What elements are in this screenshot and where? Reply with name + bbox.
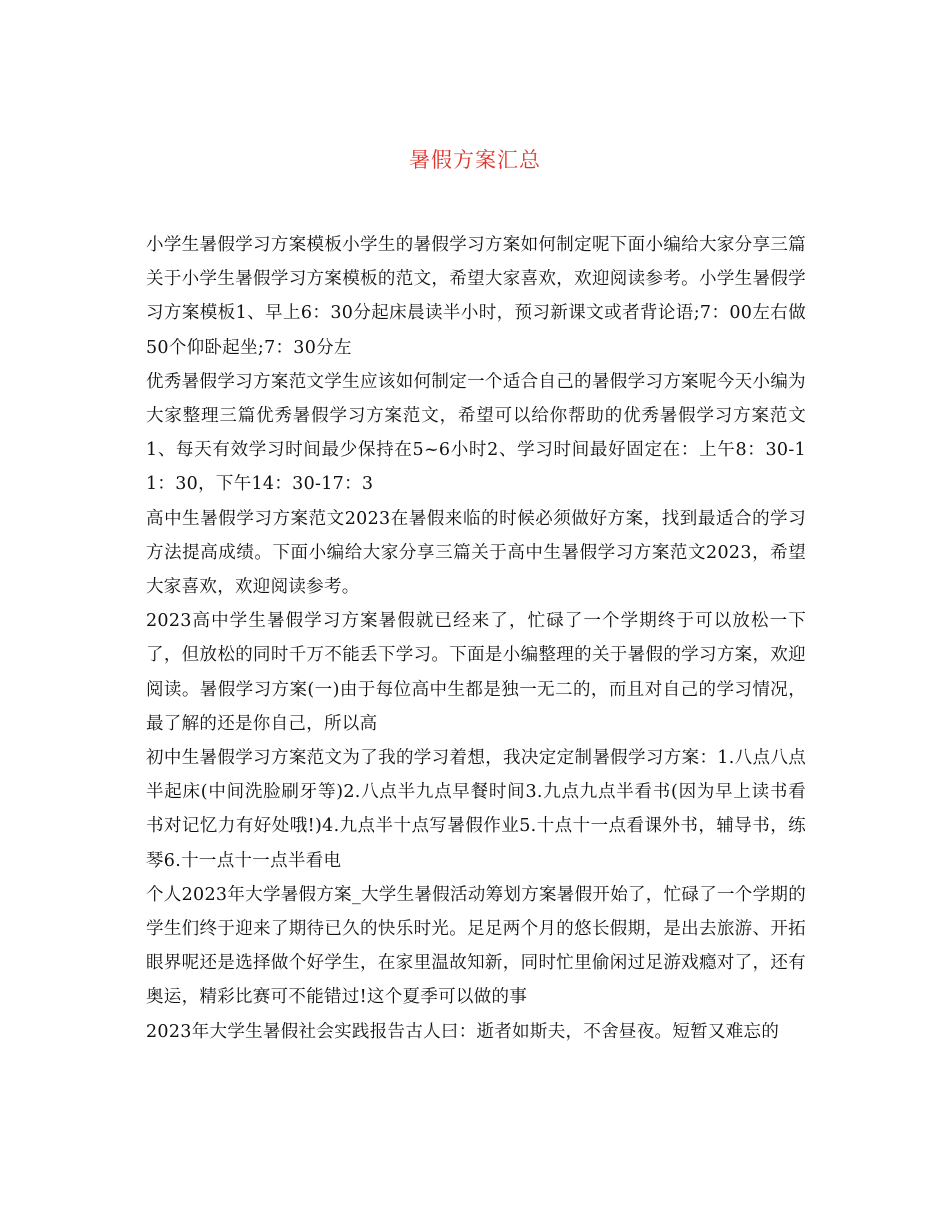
- paragraph-1: 小学生暑假学习方案模板小学生的暑假学习方案如何制定呢下面小编给大家分享三篇关于小学生暑假学习方案模板的范文，希望大家喜欢，欢迎阅读参考。小学生暑假学习方案模板1、早上6：30分起床晨读半小时，预习新课文或者背论语;7：00左右做50个仰卧起坐;7：30分左: [146, 235, 806, 358]
- document-body: [146, 228, 806, 1049]
- document-title: 暑假方案汇总: [409, 148, 541, 172]
- paragraph-3: 高中生暑假学习方案范文2023在暑假来临的时候必须做好方案，找到最适合的学习方法提高成绩。下面小编给大家分享三篇关于高中生暑假学习方案范文2023，希望大家喜欢，欢迎阅读参考。: [146, 508, 806, 598]
- paragraph-5: 初中生暑假学习方案范文为了我的学习着想，我决定定制暑假学习方案：1.八点八点半起床(中间洗脸刷牙等)2.八点半九点早餐时间3.九点九点半看书(因为早上读书看书对记忆力有好处哦!)4.九点半十点写暑假作业5.十点十一点看课外书，辅导书，练琴6.十一点十一点半看电: [146, 748, 806, 871]
- paragraph-7: 2023年大学生暑假社会实践报告古人曰：逝者如斯夫，不舍昼夜。短暂又难忘的: [146, 1021, 780, 1042]
- paragraph-6: 个人2023年大学暑假方案_大学生暑假活动筹划方案暑假开始了，忙碌了一个学期的学生们终于迎来了期待已久的快乐时光。足足两个月的悠长假期，是出去旅游、开拓眼界呢还是选择做个好学生，在家里温故知新，同时忙里偷闲过足游戏瘾对了，还有奥运，精彩比赛可不能错过!这个夏季可以做的事: [146, 884, 806, 1008]
- paragraph-2: 优秀暑假学习方案范文学生应该如何制定一个适合自己的暑假学习方案呢今天小编为大家整理三篇优秀暑假学习方案范文，希望可以给你帮助的优秀暑假学习方案范文1、每天有效学习时间最少保持在5~6小时2、学习时间最好固定在：上午8：30-11：30，下午14：30-17：3: [146, 371, 806, 495]
- paragraph-4: 2023高中学生暑假学习方案暑假就已经来了，忙碌了一个学期终于可以放松一下了，但放松的同时千万不能丢下学习。下面是小编整理的关于暑假的学习方案，欢迎阅读。暑假学习方案(一)由于每位高中生都是独一无二的，而且对自己的学习情况，最了解的还是你自己，所以高: [146, 611, 806, 734]
